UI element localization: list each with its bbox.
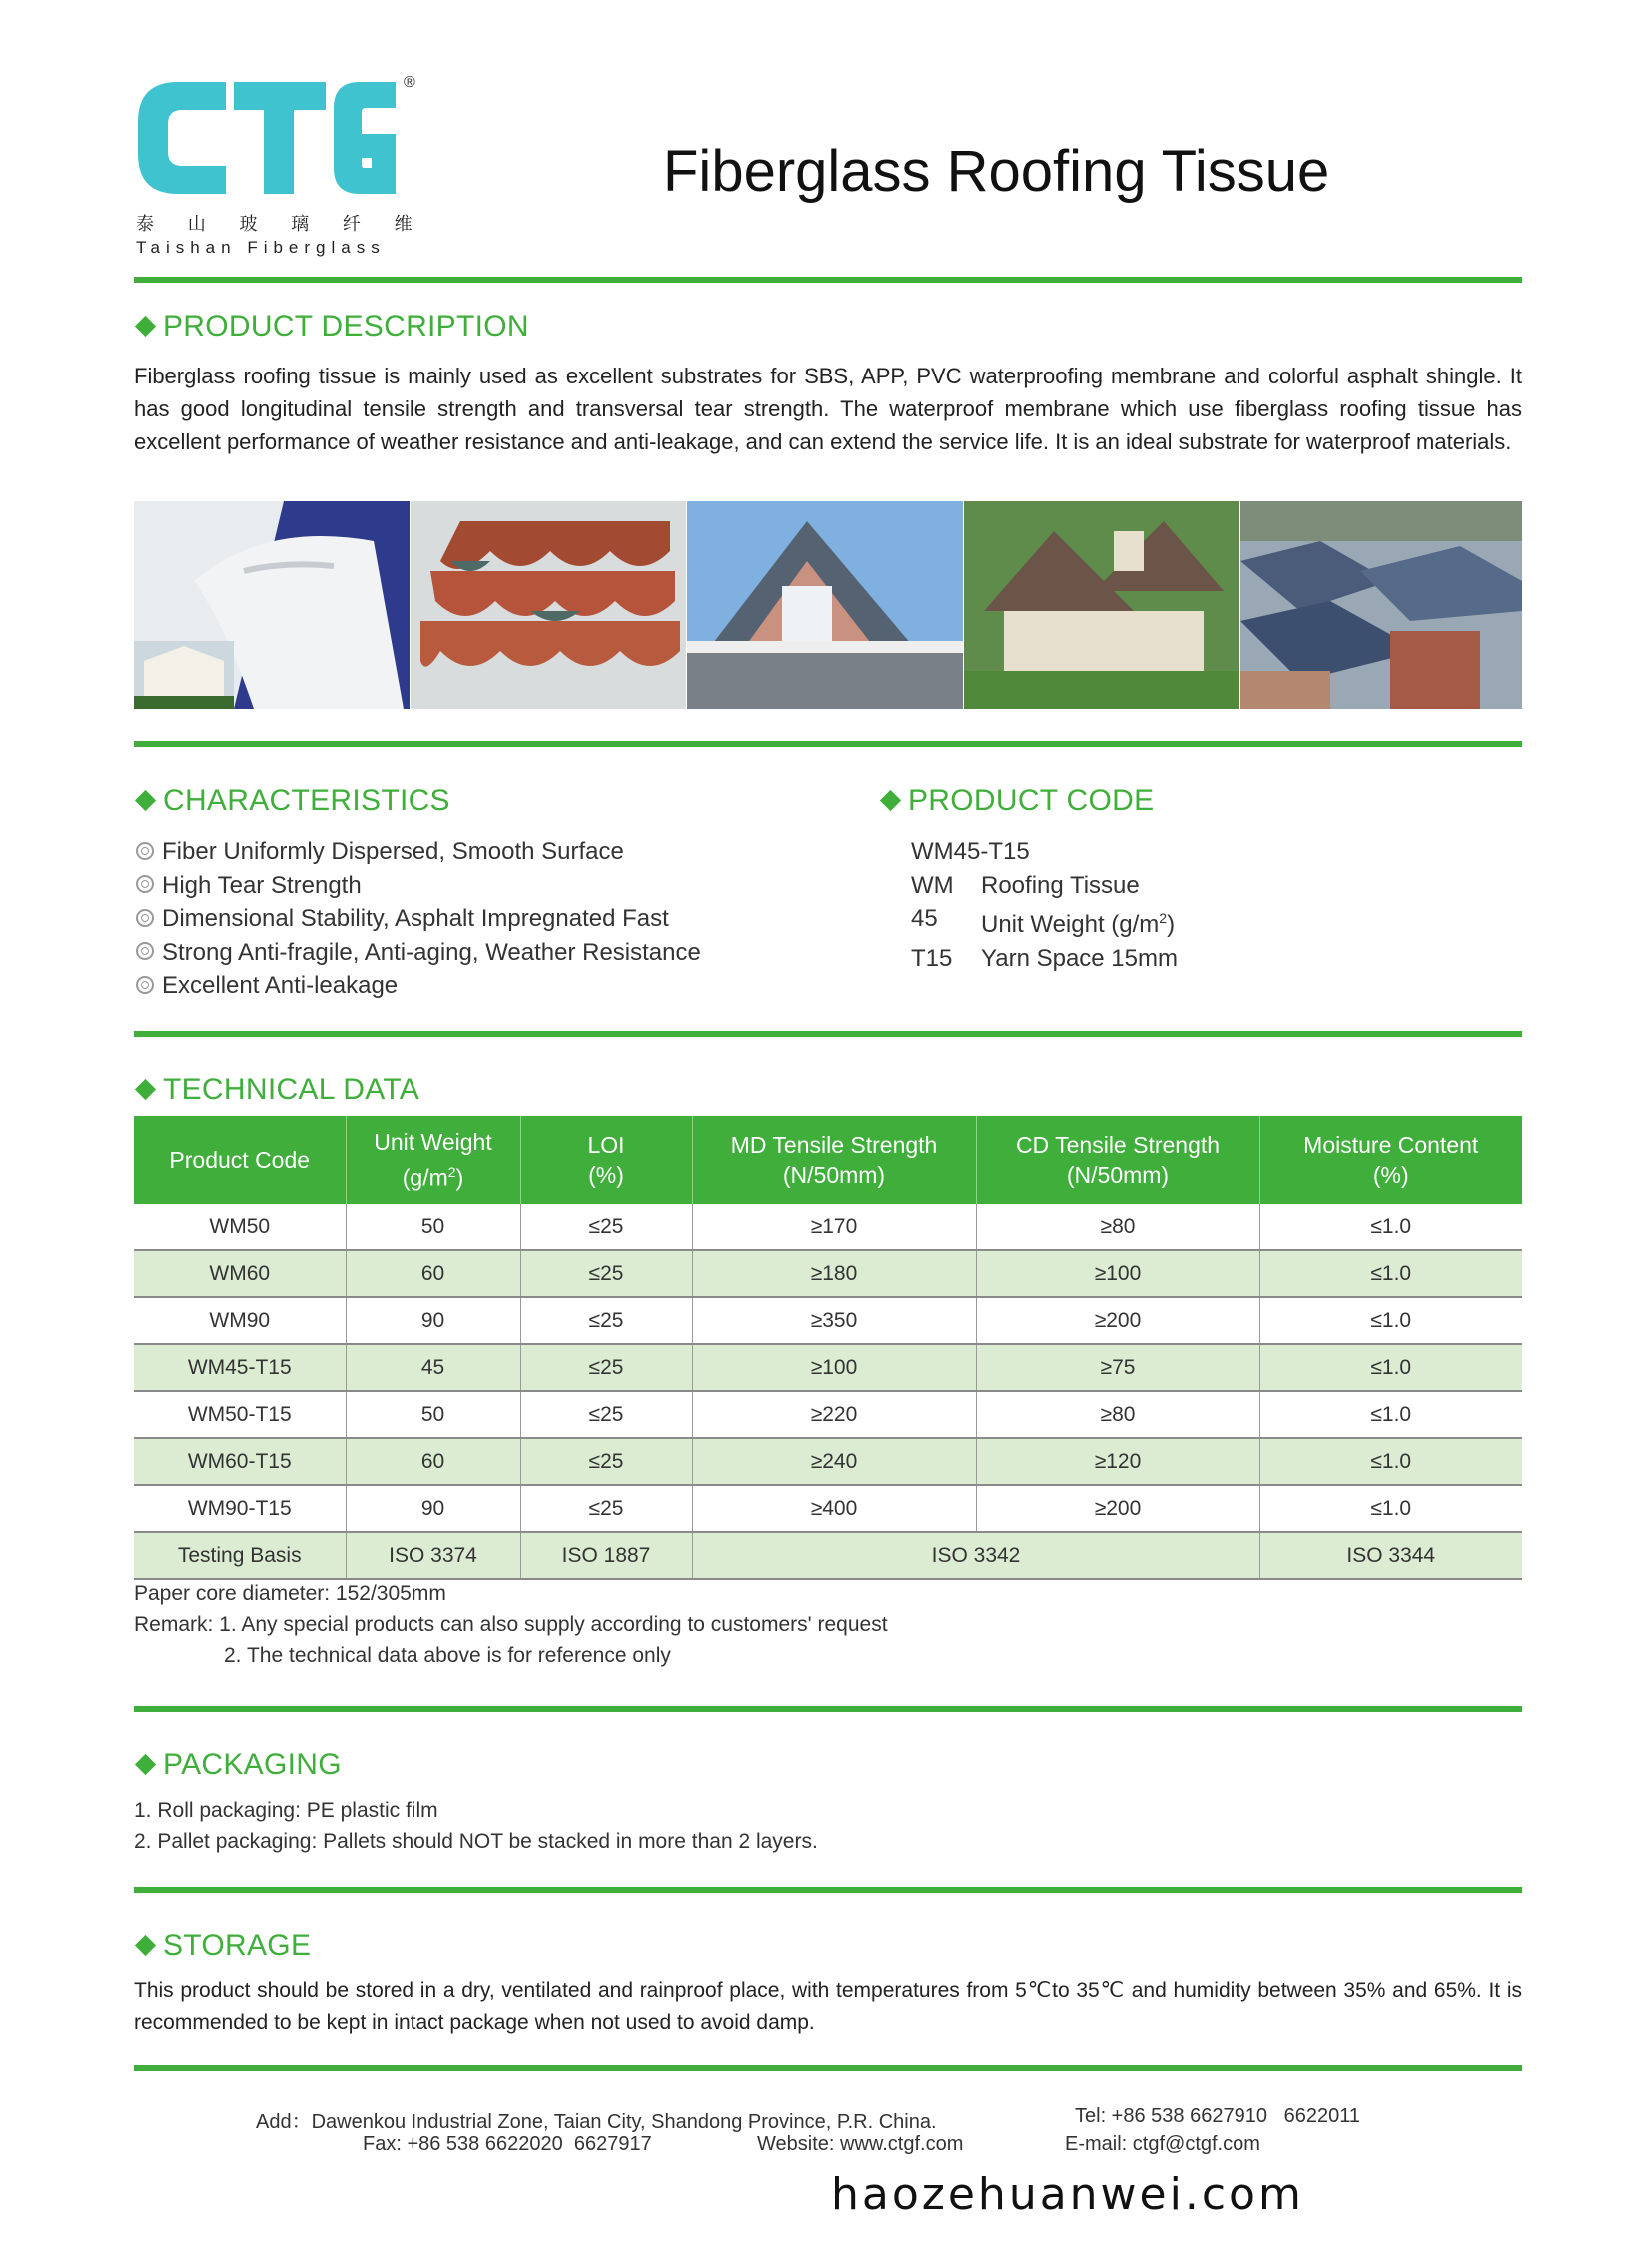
table-cell: WM60	[134, 1250, 346, 1297]
list-item: Strong Anti-fragile, Anti-aging, Weather Resistance	[136, 936, 701, 970]
divider-6	[134, 2065, 1522, 2071]
table-row	[134, 1485, 1522, 1532]
table-cell: ≥200	[976, 1485, 1259, 1532]
logo-english-name: Taishan Fiberglass	[136, 238, 386, 257]
column-header: CD Tensile Strength (N/50mm)	[976, 1116, 1259, 1204]
logo-chinese-name: 泰 山 玻 璃 纤 维	[136, 214, 426, 235]
table-cell: ≤1.0	[1259, 1438, 1522, 1485]
list-item: Fiber Uniformly Dispersed, Smooth Surface	[136, 835, 701, 869]
note-line: 2. The technical data above is for reference only	[224, 1644, 671, 1667]
table-row	[134, 1391, 1522, 1438]
packaging-list	[134, 1795, 818, 1857]
table-cell: 60	[346, 1250, 520, 1297]
footer-website[interactable]: Website: www.ctgf.com	[757, 2133, 964, 2155]
table-cell: 50	[346, 1204, 520, 1250]
table-cell: ≤25	[520, 1344, 692, 1391]
table-cell: 90	[346, 1485, 520, 1532]
table-cell: ≥240	[692, 1438, 976, 1485]
divider-4	[134, 1706, 1522, 1712]
watermark: haozehuanwei.com	[831, 2169, 1304, 2220]
list-item: Dimensional Stability, Asphalt Impregnated Fast	[136, 902, 701, 936]
diamond-bullet-icon	[135, 789, 156, 810]
footer-address: Add：Dawenkou Industrial Zone, Taian City, Shandong Province, P.R. China.	[256, 2111, 937, 2133]
diamond-bullet-icon	[135, 1753, 156, 1774]
note-line: Remark: 1. Any special products can also supply according to customers' request	[134, 1613, 888, 1636]
table-cell: ≤25	[520, 1438, 692, 1485]
diamond-bullet-icon	[880, 789, 901, 810]
table-cell: WM45-T15	[134, 1344, 346, 1391]
divider-3	[134, 1031, 1522, 1037]
storage-text: This product should be stored in a dry, ventilated and rainproof place, with temperatures from 5℃to 35℃ and humidity between 35% and 65%. It is recommended to be kept in intact package when not used to avoid damp.	[134, 1979, 1522, 2034]
section-heading-storage: STORAGE	[134, 1929, 311, 1963]
column-header: MD Tensile Strength (N/50mm)	[692, 1116, 976, 1204]
section-heading-technical: TECHNICAL DATA	[134, 1073, 419, 1107]
column-header: Unit Weight $(g/m^2)$	[346, 1116, 520, 1204]
table-cell: WM60-T15	[134, 1438, 346, 1485]
list-item: 2. Pallet packaging: Pallets should NOT be stacked in more than 2 layers.	[134, 1830, 818, 1853]
testing-basis-row	[134, 1532, 1522, 1579]
product-code-list	[911, 835, 1178, 975]
column-header: Product Code	[134, 1116, 346, 1204]
technical-data-table	[134, 1116, 1522, 1580]
company-logo	[134, 74, 433, 258]
code-row: T15 Yarn Space 15mm	[911, 944, 1178, 972]
diamond-bullet-icon	[135, 1934, 156, 1955]
table-cell: ≥400	[692, 1485, 976, 1532]
note-line: Paper core diameter: 152/305mm	[134, 1582, 446, 1605]
table-cell: ≥120	[976, 1438, 1259, 1485]
table-cell: ≥100	[976, 1250, 1259, 1297]
table-cell: ≤1.0	[1259, 1485, 1522, 1532]
table-cell: ≤25	[520, 1250, 692, 1297]
circle-bullet-icon	[136, 976, 154, 994]
footer-email[interactable]: E-mail: ctgf@ctgf.com	[1065, 2133, 1260, 2155]
table-cell: ≥100	[692, 1344, 976, 1391]
table-cell: ≤25	[520, 1297, 692, 1344]
table-row	[134, 1204, 1522, 1250]
list-item: 1. Roll packaging: PE plastic film	[134, 1799, 438, 1822]
table-cell: ≥350	[692, 1297, 976, 1344]
description-text: Fiberglass roofing tissue is mainly used as excellent substrates for SBS, APP, PVC waterproofing membrane and colorful asphalt shingle. It has good longitudinal tensile strength and transversal tear strength. The waterproof membrane which use fiberglass roofing tissue has excellent performance of weather resistance and anti-leakage, and can extend the service life. It is an ideal substrate for waterproof materials.	[134, 364, 1522, 454]
table-cell: ≥180	[692, 1250, 976, 1297]
section-heading-product-code: PRODUCT CODE	[879, 784, 1154, 818]
diamond-bullet-icon	[135, 1078, 156, 1099]
table-cell: ≥200	[976, 1297, 1259, 1344]
table-cell: WM90	[134, 1297, 346, 1344]
table-cell: ≤1.0	[1259, 1391, 1522, 1438]
table-cell: ≤25	[520, 1204, 692, 1250]
circle-bullet-icon	[136, 909, 154, 927]
column-header: Moisture Content (%)	[1259, 1116, 1522, 1204]
divider-2	[134, 741, 1522, 747]
table-cell: ISO 1887	[520, 1532, 692, 1579]
registered-mark: ®	[404, 74, 415, 91]
table-cell: ≤1.0	[1259, 1344, 1522, 1391]
table-row	[134, 1438, 1522, 1485]
section-heading-description: PRODUCT DESCRIPTION	[134, 310, 529, 344]
footer-tel: Tel: +86 538 6627910 6622011	[1075, 2105, 1360, 2127]
photo-tissue-roll	[134, 501, 410, 709]
table-cell: 50	[346, 1391, 520, 1438]
table-cell: ISO 3344	[1259, 1532, 1522, 1579]
table-row	[134, 1250, 1522, 1297]
table-cell: ≤25	[520, 1391, 692, 1438]
table-cell: WM90-T15	[134, 1485, 346, 1532]
table-cell: ≥220	[692, 1391, 976, 1438]
table-cell: ≥80	[976, 1204, 1259, 1250]
photo-rooftops	[1240, 501, 1522, 709]
divider-5	[134, 1887, 1522, 1893]
photo-house-gable	[687, 501, 963, 709]
column-header: LOI (%)	[520, 1116, 692, 1204]
page-title: Fiberglass Roofing Tissue	[663, 139, 1330, 204]
table-row	[134, 1297, 1522, 1344]
footer-fax: Fax: +86 538 6622020 6627917	[363, 2133, 652, 2155]
table-cell: Testing Basis	[134, 1532, 346, 1579]
table-cell: ≤25	[520, 1485, 692, 1532]
table-cell: 90	[346, 1297, 520, 1344]
circle-bullet-icon	[136, 842, 154, 860]
circle-bullet-icon	[136, 942, 154, 960]
table-cell: ≤1.0	[1259, 1204, 1522, 1250]
table-row	[134, 1344, 1522, 1391]
code-row: WM Roofing Tissue	[911, 871, 1140, 899]
table-cell: ISO 3342	[692, 1532, 1259, 1579]
table-cell: ≥75	[976, 1344, 1259, 1391]
characteristics-list	[136, 835, 701, 1003]
section-heading-packaging: PACKAGING	[134, 1748, 342, 1782]
ctg-logo-mark	[134, 78, 433, 198]
list-item: High Tear Strength	[136, 869, 701, 903]
product-code-example: WM45-T15	[911, 838, 1030, 865]
technical-notes	[134, 1578, 888, 1671]
table-cell: WM50	[134, 1204, 346, 1250]
list-item: Excellent Anti-leakage	[136, 969, 701, 1003]
photo-asphalt-shingles	[411, 501, 686, 709]
photo-house-trees	[964, 501, 1239, 709]
section-heading-characteristics: CHARACTERISTICS	[134, 784, 450, 818]
code-row: 45 Unit Weight $(g/m^2)$	[911, 905, 1176, 938]
circle-bullet-icon	[136, 875, 154, 893]
table-cell: WM50-T15	[134, 1391, 346, 1438]
table-cell: ≥80	[976, 1391, 1259, 1438]
table-header-row	[134, 1116, 1522, 1204]
table-cell: ISO 3374	[346, 1532, 520, 1579]
table-cell: ≥170	[692, 1204, 976, 1250]
table-cell: ≤1.0	[1259, 1297, 1522, 1344]
table-cell: 60	[346, 1438, 520, 1485]
table-cell: ≤1.0	[1259, 1250, 1522, 1297]
diamond-bullet-icon	[135, 315, 156, 336]
table-cell: 45	[346, 1344, 520, 1391]
divider-top	[134, 277, 1522, 283]
